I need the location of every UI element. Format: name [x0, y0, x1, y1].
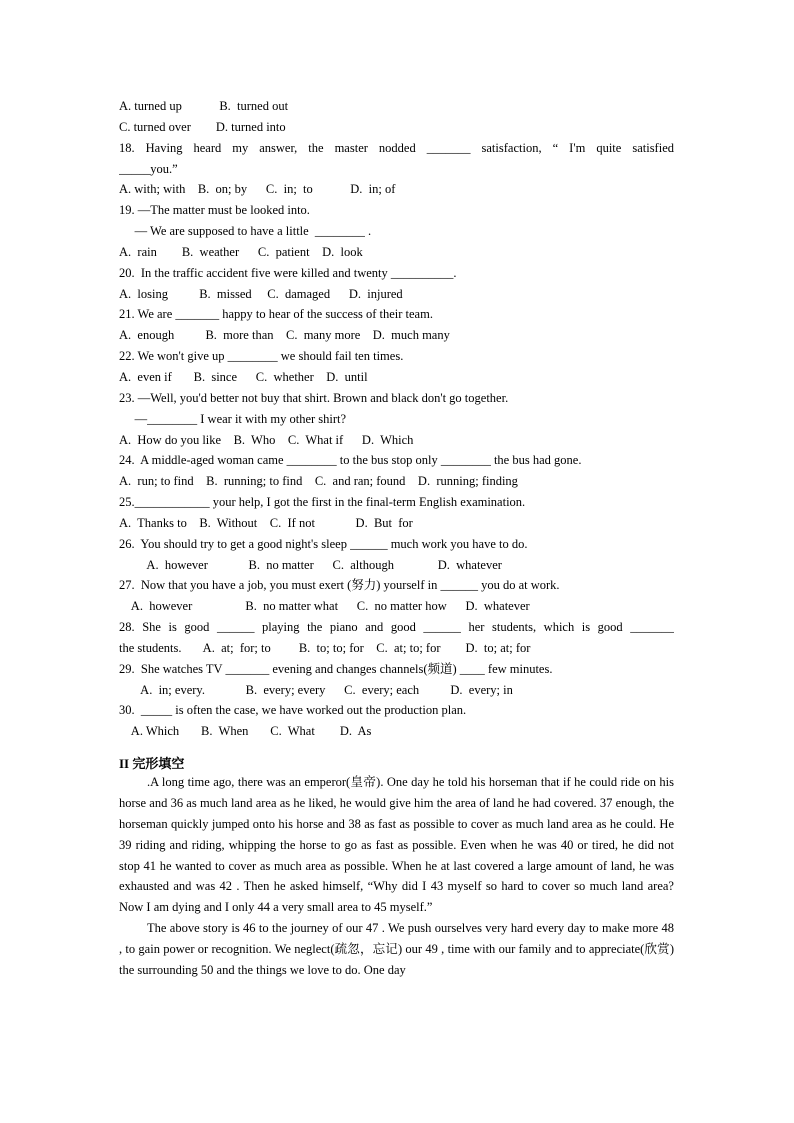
section-heading: II 完形填空 [119, 756, 185, 772]
question-line: 23. —Well, you'd better not buy that shirt. Brown and black don't go together. [119, 390, 509, 405]
question-line: 29. She watches TV _______ evening and changes channels(频道) ____ few minutes. [119, 661, 553, 676]
question-line: A. enough B. more than C. many more D. much many [119, 328, 450, 343]
question-line: 20. In the traffic accident five were killed and twenty __________. [119, 265, 457, 280]
cloze-paragraph-1: .A long time ago, there was an emperor(皇帝). One day he told his horseman that if he could ride on his horse and 36 as much land area as he liked, he would give him the area of land he had covered. 37 enough, the horseman quickly jumped onto his horse and 38 as fast as possible to cover as much land area as he could. He 39 riding and riding, whipping the horse to go as fast as possible. Even when he was 40 or tired, he did not stop 41 he wanted to cover as much area as possible. When he at last covered a large amount of land, he was exhausted and was 42 . Then he asked himself, “Why did I 43 myself so hard to cover so much land area? Now I am dying and I only 44 a very small area to 45 myself.” [119, 775, 674, 915]
question-line: 28. She is good ______ playing the piano and good ______ her students, which is good _______ [119, 620, 674, 635]
question-line: A. turned up B. turned out [119, 99, 289, 113]
question-line: A. in; every. B. every; every C. every; each D. every; in [119, 682, 513, 697]
question-line: 19. —The matter must be looked into. [119, 203, 310, 218]
question-line: 25.____________ your help, I got the first in the final-term English examination. [119, 495, 526, 510]
question-line: A. Thanks to B. Without C. If not D. But for [119, 515, 413, 530]
cloze-paragraph-2: The above story is 46 to the journey of our 47 . We push ourselves very hard every day to make more 48 , to gain power or recognition. We neglect(疏忽，忘记) our 49 , time with our family and to appreciate(欣赏) the surrounding 50 and the things we love to do. One day [119, 921, 674, 977]
question-line: A. Which B. When C. What D. As [119, 724, 372, 739]
question-line: —________ I wear it with my other shirt? [119, 411, 347, 426]
question-line: 26. You should try to get a good night's sleep ______ much work you have to do. [119, 536, 528, 551]
question-line: A. however B. no matter C. although D. whatever [119, 557, 502, 572]
question-line: 30. _____ is often the case, we have worked out the production plan. [119, 703, 467, 718]
question-line: A. however B. no matter what C. no matter how D. whatever [119, 599, 530, 614]
question-line: _____you.” [119, 161, 178, 176]
question-line: the students. A. at; for; to B. to; to; for C. at; to; for D. to; at; for [119, 640, 531, 655]
document-page [119, 96, 674, 981]
question-line: A. losing B. missed C. damaged D. injured [119, 286, 403, 301]
question-line: 27. Now that you have a job, you must exert (努力) yourself in ______ you do at work. [119, 578, 560, 593]
question-line: A. even if B. since C. whether D. until [119, 369, 368, 384]
question-line: A. rain B. weather C. patient D. look [119, 244, 363, 259]
question-line: 22. We won't give up ________ we should fail ten times. [119, 349, 404, 364]
question-line: 18. Having heard my answer, the master nodded _______ satisfaction, “ I'm quite satisfied [119, 140, 674, 155]
question-line: — We are supposed to have a little ________ . [119, 224, 372, 239]
question-line: A. with; with B. on; by C. in; to D. in; of [119, 182, 396, 197]
question-line: C. turned over D. turned into [119, 119, 286, 134]
question-line: A. run; to find B. running; to find C. and ran; found D. running; finding [119, 474, 518, 489]
question-line: 24. A middle-aged woman came ________ to the bus stop only ________ the bus had gone. [119, 453, 582, 468]
multiple-choice-questions [119, 96, 674, 742]
question-line: 21. We are _______ happy to hear of the success of their team. [119, 307, 433, 322]
question-line: A. How do you like B. Who C. What if D. Which [119, 432, 414, 447]
